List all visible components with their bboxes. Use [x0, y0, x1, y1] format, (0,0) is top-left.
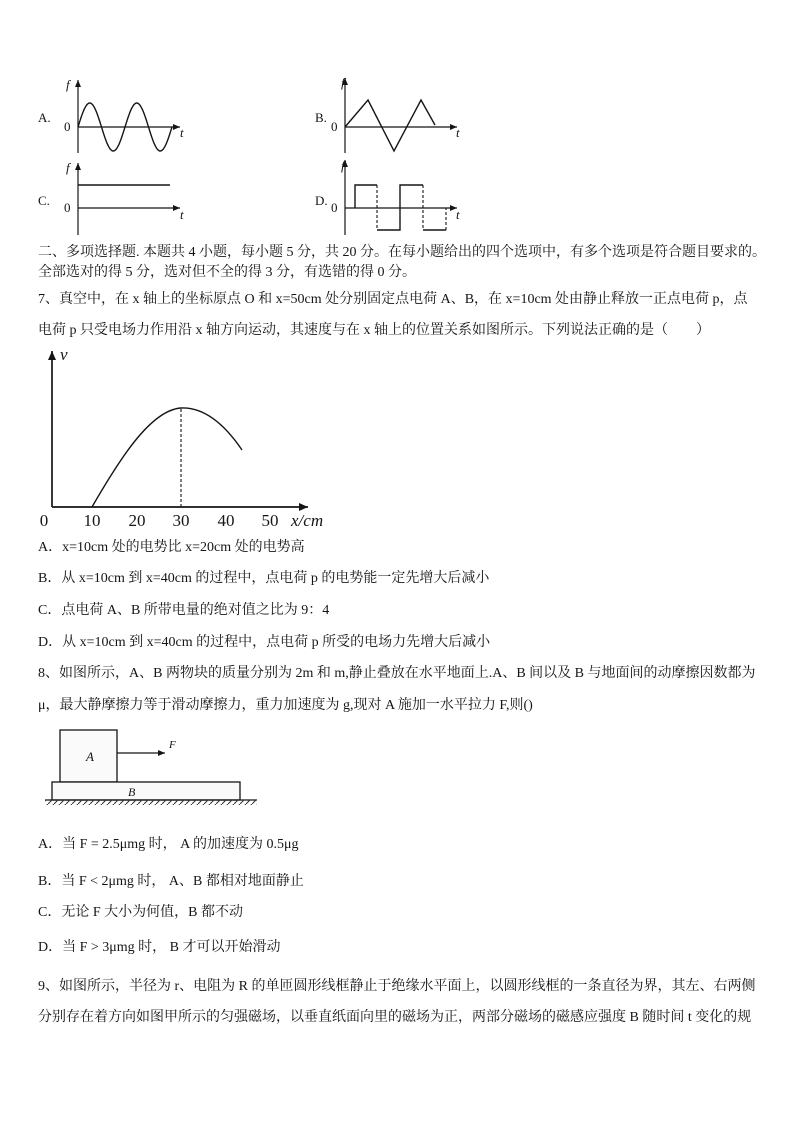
q9-stem-line-1: 9、如图所示，半径为 r、电阻为 R 的单匝圆形线框静止于绝缘水平面上，以圆形线框的一条直径为界，其左、右两侧 [38, 979, 756, 994]
q6-graph-c [38, 160, 184, 235]
graph-d-origin-label: 0 [331, 200, 338, 215]
q8-option-d: D．当 F > 3μmg 时， B 才可以开始滑动 [38, 940, 281, 955]
graph-a-f-label: f [66, 77, 70, 92]
q8-option-a: A．当 F = 2.5μmg 时， A 的加速度为 0.5μg [38, 837, 299, 852]
q6-graph-a [38, 77, 184, 153]
graph-d-f-label: f [341, 158, 345, 173]
graph-a-t-label: t [180, 125, 184, 140]
q7-option-d: D．从 x=10cm 到 x=40cm 的过程中，点电荷 p 所受的电场力先增大后减小 [38, 635, 491, 650]
q8-option-c: C．无论 F 大小为何值，B 都不动 [38, 905, 243, 920]
q6-option-d-label: D. [315, 193, 328, 208]
graph-b-triangle-wave [345, 100, 435, 151]
q6-option-c-label: C. [38, 193, 50, 208]
q7-v-label: v [60, 345, 68, 364]
ground-hatching [45, 800, 257, 805]
block-b-label: B [128, 785, 136, 799]
q7-tick-40: 40 [217, 511, 235, 530]
block-b [52, 782, 240, 800]
graph-d-t-label: t [456, 207, 460, 222]
q7-option-c: C．点电荷 A、B 所带电量的绝对值之比为 9：4 [38, 603, 330, 618]
q6-graph-d [315, 158, 460, 235]
q7-graph [40, 345, 323, 530]
q7-velocity-curve [92, 408, 242, 507]
q8-stem-line-1: 8、如图所示，A、B 两物块的质量分别为 2m 和 m,静止叠放在水平地面上.A、B 间以及 B 与地面间的动摩擦因数都为 [38, 666, 756, 681]
q9-stem-line-2: 分别存在着方向如图甲所示的匀强磁场，以垂直纸面向里的磁场为正，两部分磁场的磁感应强度 B 随时间 t 变化的规 [38, 1010, 752, 1025]
q6-graph-b [315, 75, 460, 153]
q7-option-b: B．从 x=10cm 到 x=40cm 的过程中，点电荷 p 的电势能一定先增大后减小 [38, 571, 490, 586]
block-a-label: A [86, 749, 94, 764]
q6-option-b-label: B. [315, 110, 327, 125]
q7-tick-0: 0 [39, 511, 49, 530]
graph-b-f-label: f [341, 75, 345, 90]
q7-stem-line-1: 7、真空中，在 x 轴上的坐标原点 O 和 x=50cm 处分别固定点电荷 A、B，在 x=10cm 处由静止释放一正点电荷 p，点 [38, 292, 748, 307]
q7-tick-50: 50 [261, 511, 279, 530]
q8-stem-line-2: μ，最大静摩擦力等于滑动摩擦力，重力加速度为 g,现对 A 施加一水平拉力 F,则() [38, 698, 533, 713]
section2-heading-line-1: 二、多项选择题. 本题共 4 小题，每小题 5 分，共 20 分。在每小题给出的四个选项中，有多个选项是符合题目要求的。 [38, 245, 766, 260]
q7-tick-20: 20 [128, 511, 146, 530]
graph-c-t-label: t [180, 207, 184, 222]
q7-tick-10: 10 [83, 511, 101, 530]
graph-b-origin-label: 0 [331, 119, 338, 134]
q8-option-b: B．当 F < 2μmg 时， A、B 都相对地面静止 [38, 874, 304, 889]
graph-c-origin-label: 0 [64, 200, 71, 215]
q6-option-a-label: A. [38, 110, 51, 125]
graph-a-origin-label: 0 [64, 119, 71, 134]
graph-d-high-segment-1 [355, 185, 377, 208]
q7-x-unit-label: x/cm [291, 511, 324, 530]
graph-c-f-label: f [66, 160, 70, 175]
q8-figure [45, 730, 257, 805]
q7-stem-line-2: 电荷 p 只受电场力作用沿 x 轴方向运动，其速度与在 x 轴上的位置关系如图所示。下列说法正确的是（ ） [38, 323, 710, 338]
graph-b-t-label: t [456, 125, 460, 140]
force-label: F [169, 739, 176, 751]
section2-heading-line-2: 全部选对的得 5 分，选对但不全的得 3 分，有选错的得 0 分。 [38, 265, 416, 280]
q7-tick-30: 30 [172, 511, 190, 530]
q7-option-a: A．x=10cm 处的电势比 x=20cm 处的电势高 [38, 540, 305, 555]
